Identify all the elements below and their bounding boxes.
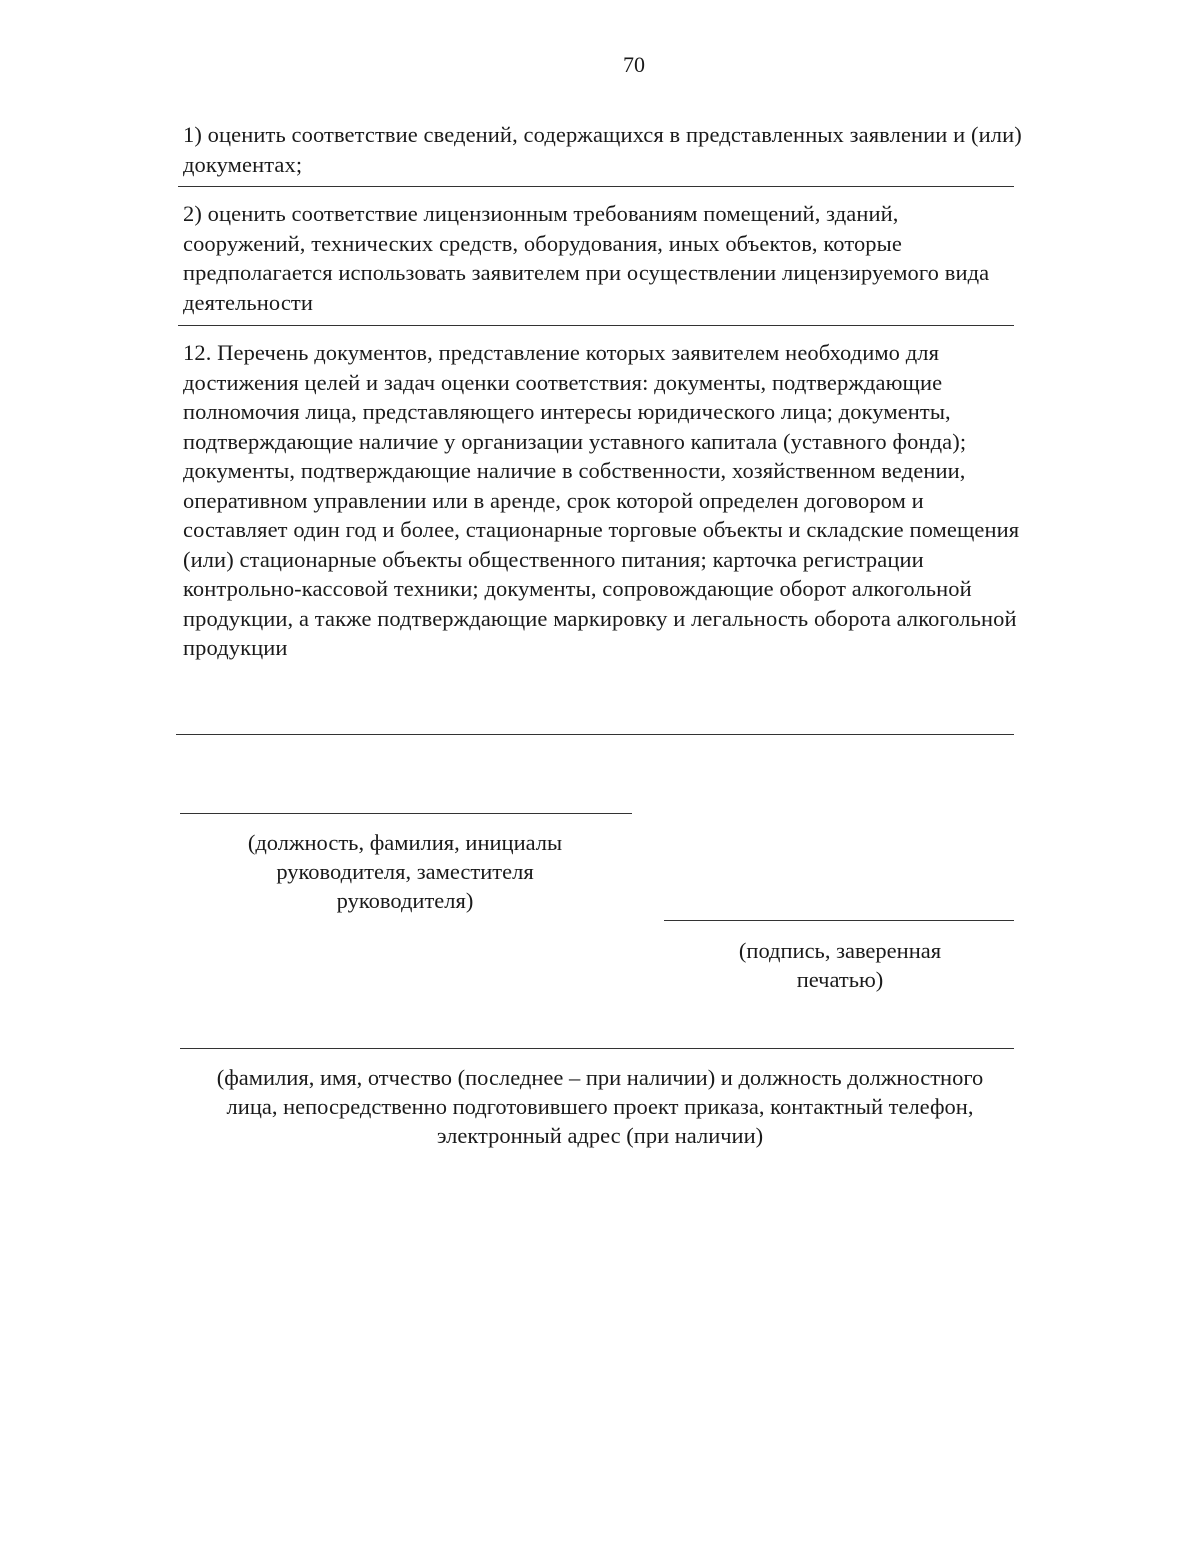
- signature-caption: (подпись, заверенная печатью): [738, 938, 942, 992]
- item-2-text: [183, 199, 1023, 317]
- page-number: 70: [623, 52, 645, 77]
- item-1-text: [183, 120, 1023, 179]
- item-12-underline: [176, 734, 1014, 735]
- signature-line: [664, 920, 1014, 921]
- item-2-paragraph: 2) оценить соответствие лицензионным требованиям помещений, зданий, сооружений, технических средств, оборудования, иных объектов, которые предполагается использовать заявителем при осуществлении лицензируемого вида деятельности: [183, 201, 990, 315]
- item-2-underline: [178, 325, 1014, 326]
- official-caption: (должность, фамилия, инициалы руководителя, заместителя руководителя): [247, 830, 563, 913]
- preparer-line: [180, 1048, 1014, 1049]
- item-12-text: [183, 338, 1023, 663]
- item-1-paragraph: 1) оценить соответствие сведений, содержащихся в представленных заявлении и (или) документах;: [183, 122, 1022, 177]
- item-1-underline: [178, 186, 1014, 187]
- preparer-caption: (фамилия, имя, отчество (последнее – при наличии) и должность должностного лица, непосредственно подготовившего проект приказа, контактный телефон, электронный адрес (при наличии): [216, 1065, 984, 1148]
- official-signature-line: [180, 813, 632, 814]
- item-12-paragraph: 12. Перечень документов, представление которых заявителем необходимо для достижения целей и задач оценки соответствия: документы, подтверждающие полномочия лица, представляющего интересы юридического лица; документы, подтверждающие наличие у организации уставного капитала (уставного фонда); документы, подтверждающие наличие в собственности, хозяйственном ведении, оперативном управлении или в аренде, срок которой определен договором и составляет один год и более, стационарные торговые объекты и складские помещения (или) стационарные объекты общественного питания; карточка регистрации контрольно-кассовой техники; документы, сопровождающие оборот алкогольной продукции, а также подтверждающие маркировку и легальность оборота алкогольной продукции: [183, 340, 1020, 660]
